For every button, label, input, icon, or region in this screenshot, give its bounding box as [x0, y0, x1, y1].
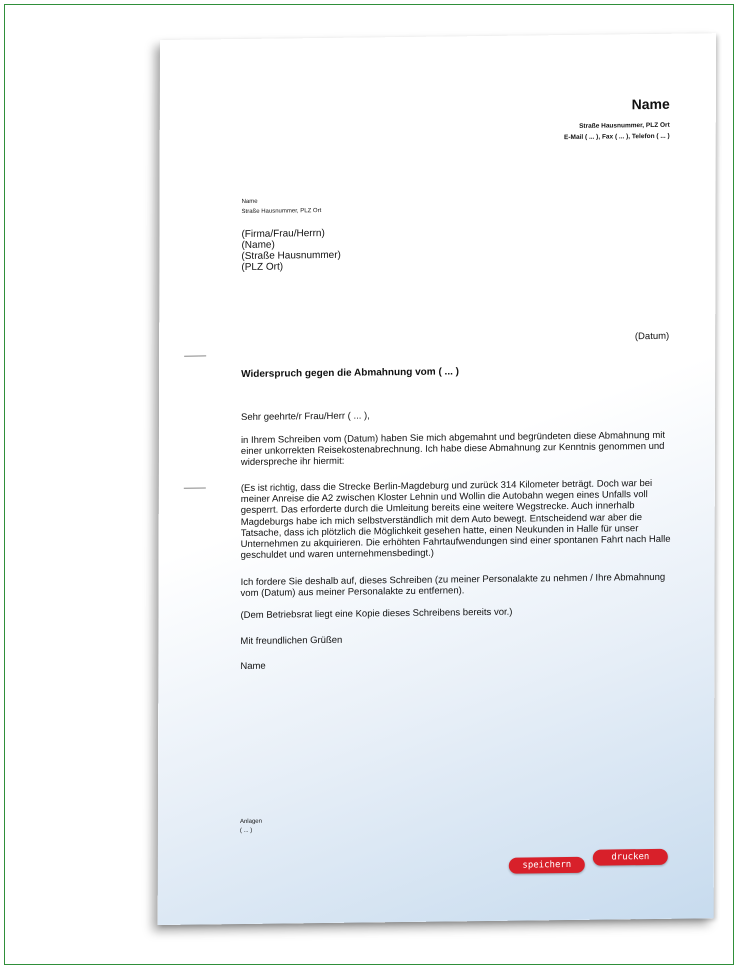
return-name: Name [241, 198, 258, 206]
recipient-line: (Firma/Frau/Herrn) [241, 227, 325, 241]
signature: Name [240, 660, 266, 673]
attachments-value: ( ... ) [239, 827, 253, 835]
letter-subject: Widerspruch gegen die Abmahnung vom ( ... ) [241, 366, 460, 381]
salutation: Sehr geehrte/r Frau/Herr ( ... ), [240, 410, 370, 424]
attachments-label: Anlagen [239, 818, 262, 826]
closing: Mit freundlichen Grüßen [240, 634, 343, 648]
paragraph-2: (Es ist richtig, dass die Strecke Berlin-Magdeburg und zurück 314 Kilometer beträgt. Doch war bei meiner Anreise die A2 zwischen Kloster Lehnin und Wollin die Autobahn wegen eines Unfalls voll gesperrt. Das erforderte durch die Umleitung bereits eine weitere Wegstrecke. Auch innerhalb Magdeburgs habe ich mich selbstverständlich mit dem Auto bewegt. Entscheidend war aber die Tatsache, dass ich plötzlich die Möglichkeit gesehen hatte, einen Neukunden in Halle für unser Unternehmen zu akquirieren. Die erhöhten Fahrtaufwendungen sind einer spontanen Fahrt nach Halle geschuldet und waren unternehmensbedingt.) [240, 477, 671, 562]
paragraph-3: Ich fordere Sie deshalb auf, dieses Schreiben (zu meiner Personalakte zu nehmen / Ihre Abmahnung vom (Datum) aus meiner Personalakte zu entfernen). [240, 571, 666, 600]
recipient-line: (Straße Hausnummer) [241, 249, 341, 263]
recipient-line: (PLZ Ort) [241, 261, 284, 274]
letter-date: (Datum) [634, 330, 670, 343]
return-address: Straße Hausnummer, PLZ Ort [241, 208, 322, 216]
letter-page [158, 33, 716, 925]
paragraph-4: (Dem Betriebsrat liegt eine Kopie dieses Schreibens bereits vor.) [240, 606, 513, 622]
fold-mark [184, 487, 206, 488]
sender-contact: E-Mail ( ... ), Fax ( ... ), Telefon ( ... ) [564, 132, 670, 142]
sender-address: Straße Hausnummer, PLZ Ort [579, 121, 670, 130]
sender-name: Name [631, 95, 670, 113]
save-button[interactable]: speichern [509, 857, 585, 874]
recipient-block [241, 228, 341, 273]
fold-mark [184, 355, 206, 356]
print-button[interactable]: drucken [593, 849, 668, 866]
paragraph-1: in Ihrem Schreiben vom (Datum) haben Sie mich abgemahnt und begründeten diese Abmahnung mit einer unkorrekten Reisekostenabrechnung. Ich habe diese Abmahnung zur Kenntnis genommen und widerspreche ihr hiermit: [240, 429, 666, 469]
recipient-line: (Name) [241, 239, 275, 252]
